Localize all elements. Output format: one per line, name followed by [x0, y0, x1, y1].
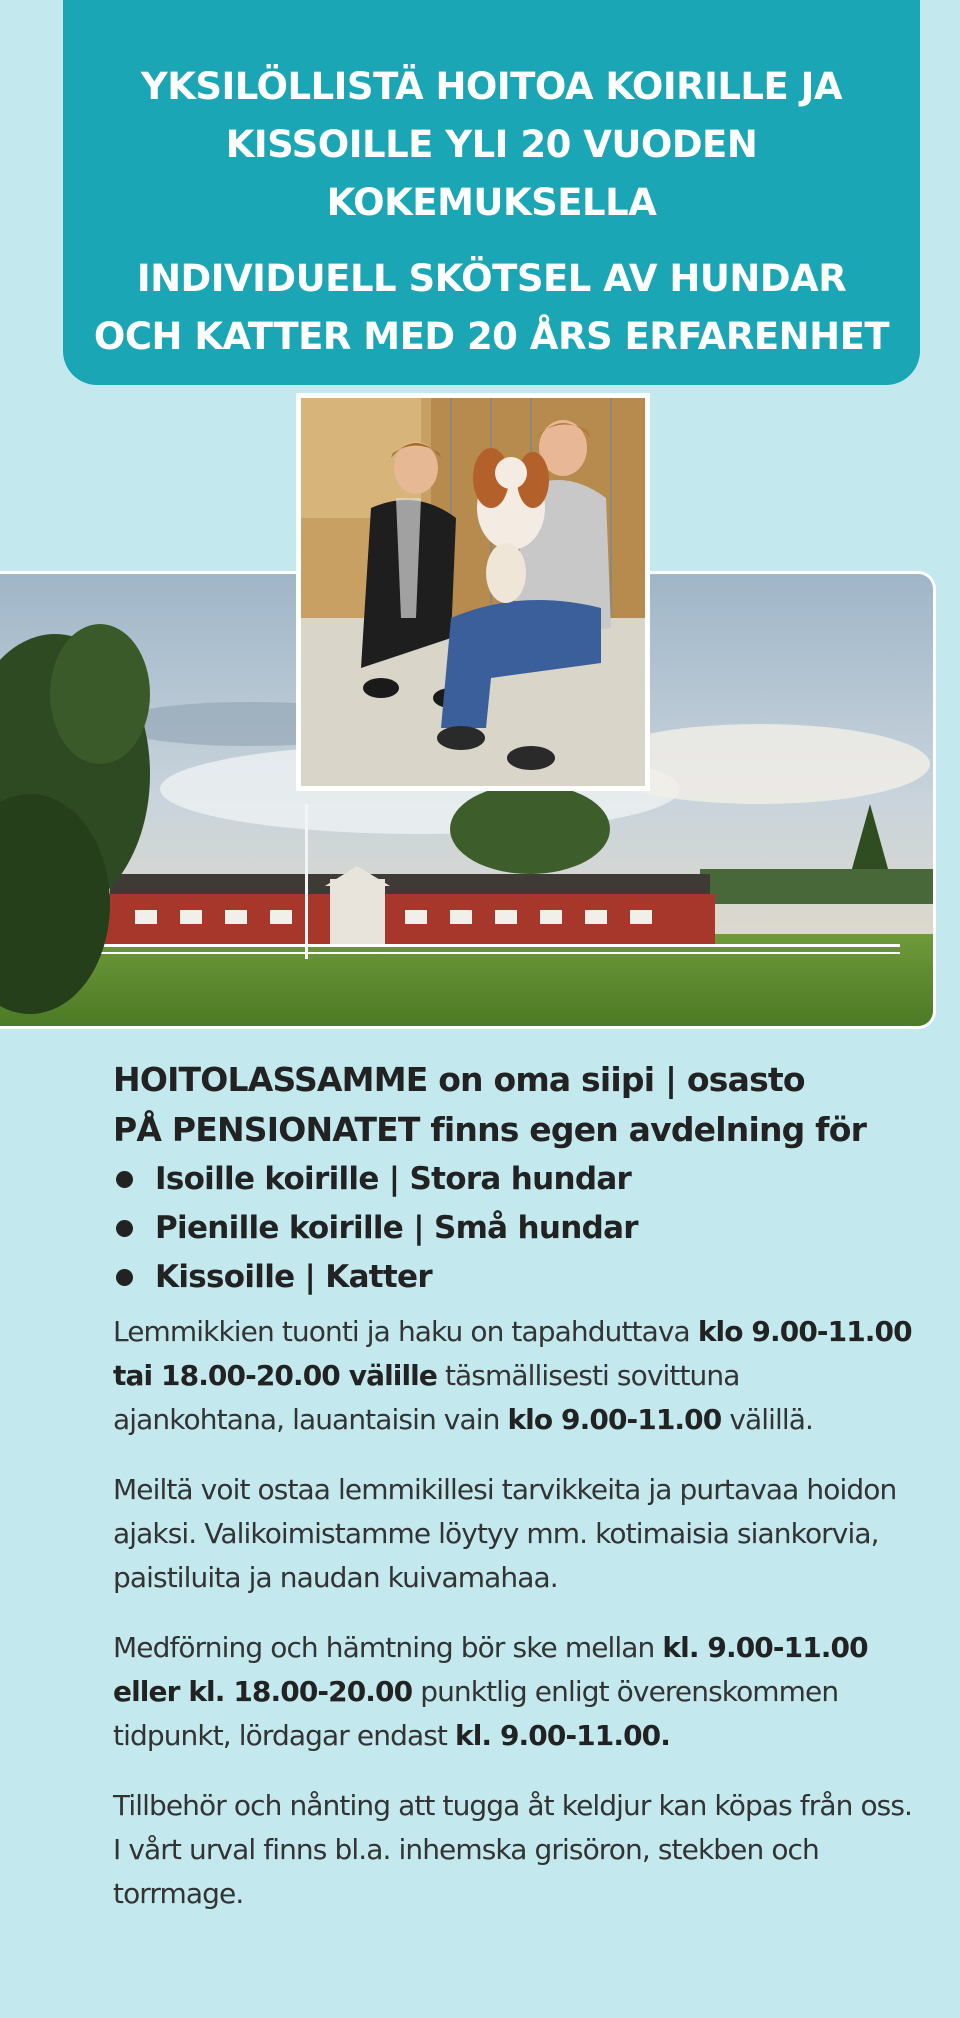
banner-line: OCH KATTER MED 20 ÅRS ERFARENHET [93, 315, 890, 358]
shop-info-swedish: Tillbehör och nånting att tugga åt keldjur kan köpas från oss. I vårt urval finns bl.a. inhemska grisöron, stekben och torrmage. [113, 1789, 913, 1910]
text-span: Lemmikkien tuonti ja haku on tapahduttava [113, 1315, 698, 1348]
time-highlight: kl. 9.00-11.00. [454, 1719, 670, 1752]
banner-line: YKSILÖLLISTÄ HOITOA KOIRILLE JA [140, 65, 843, 108]
list-item: Isoille koirille | Stora hundar [113, 1155, 913, 1204]
time-highlight: kl. 9.00-11.00 eller kl. 18.00-20.00 [113, 1631, 868, 1708]
drop-off-info-swedish [113, 1626, 913, 1758]
heading-rest: on oma siipi | osasto [427, 1060, 805, 1099]
heading-line-swedish [113, 1105, 913, 1155]
departments-list [113, 1155, 913, 1302]
header-banner [63, 0, 920, 385]
shop-info-finnish: Meiltä voit ostaa lemmikillesi tarvikkeita ja purtavaa hoidon ajaksi. Valikoimistamme löytyy mm. kotimaisia siankorvia, paistiluita ja naudan kuivamahaa. [113, 1473, 897, 1594]
text-span: punktlig enligt överenskommen tidpunkt, lördagar endast [113, 1675, 839, 1752]
drop-off-info-finnish [113, 1310, 913, 1442]
list-item: Pienille koirille | Små hundar [113, 1204, 913, 1253]
departments-heading [113, 1055, 913, 1155]
heading-bold: HOITOLASSAMME [113, 1060, 428, 1099]
text-span: Medförning och hämtning bör ske mellan [113, 1631, 663, 1664]
text-span: täsmällisesti sovittuna ajankohtana, lauantaisin vain [113, 1359, 740, 1436]
banner-finnish [63, 0, 920, 232]
banner-line: INDIVIDUELL SKÖTSEL AV HUNDAR [136, 257, 847, 300]
list-item: Kissoille | Katter [113, 1253, 913, 1302]
banner-line: KOKEMUKSELLA [326, 181, 657, 224]
heading-line-finnish [113, 1055, 913, 1105]
staff-with-dog-photo [296, 393, 650, 791]
time-highlight: klo 9.00-11.00 tai 18.00-20.00 välille [113, 1315, 912, 1392]
banner-line: KISSOILLE YLI 20 VUODEN [225, 123, 758, 166]
heading-bold: PÅ PENSIONATET [113, 1110, 420, 1149]
time-highlight: klo 9.00-11.00 [507, 1403, 722, 1436]
banner-swedish [63, 250, 920, 366]
text-span: välillä. [721, 1403, 814, 1436]
heading-rest: finns egen avdelning för [419, 1110, 867, 1149]
main-content [113, 1055, 913, 1916]
